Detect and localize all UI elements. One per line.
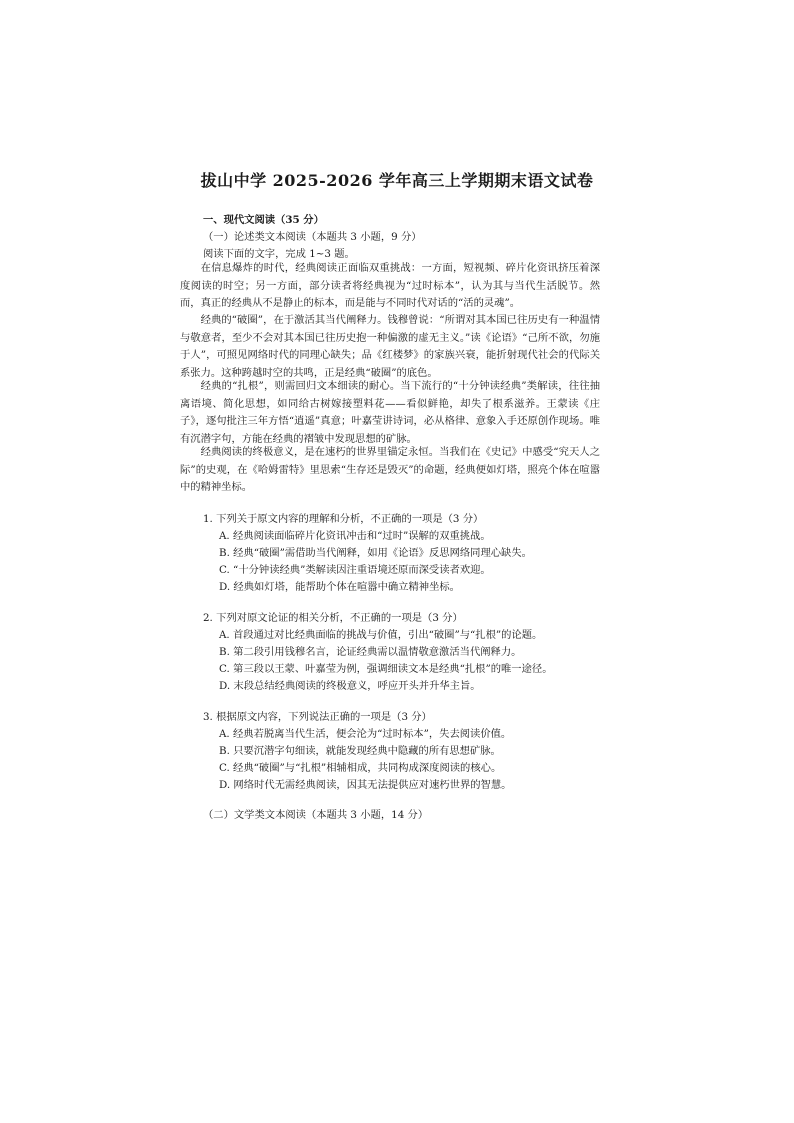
question-2-stem: 2. 下列对原文论证的相关分析，不正确的一项是（3 分） — [203, 612, 463, 624]
question-3-option-c: C. 经典“破圈”与“扎根”相辅相成，共同构成深度阅读的核心。 — [219, 762, 502, 774]
question-3-option-d: D. 网络时代无需经典阅读，因其无法提供应对速朽世界的智慧。 — [219, 779, 512, 791]
question-1-option-c: C. “十分钟读经典”类解读因注重语境还原而深受读者欢迎。 — [219, 564, 491, 576]
question-3-option-b: B. 只要沉潜字句细读，就能发现经典中隐藏的所有思想矿脉。 — [219, 745, 501, 757]
subsection-heading-1: （一）论述类文本阅读（本题共 3 小题，9 分） — [203, 231, 422, 243]
question-3-option-a: A. 经典若脱离当代生活，便会沦为“过时标本”，失去阅读价值。 — [219, 728, 512, 740]
passage-paragraph-1: 在信息爆炸的时代，经典阅读正面临双重挑战：一方面，短视频、碎片化资讯挤压着深度阅读的时空；另一方面，部分读者将经典视为“过时标本”，认为其与当代生活脱节。然而，真正的经典从不是静止的标本，而是能与不同时代对话的“活的灵魂”。 — [180, 262, 600, 310]
reading-instruction: 阅读下面的文字，完成 1~3 题。 — [203, 248, 355, 260]
passage-paragraph-3: 经典的“扎根”，则需回归文本细读的耐心。当下流行的“十分钟读经典”类解读，往往抽离语境、简化思想，如同给古树嫁接塑料花——看似鲜艳，却失了根系滋养。王蒙读《庄子》，逐句批注三年方悟“逍遥”真意；叶嘉莹讲诗词，必从格律、意象入手还原创作现场。唯有沉潜字句，方能在经典的褶皱中发现思想的矿脉。 — [180, 380, 600, 445]
question-1-stem: 1. 下列关于原文内容的理解和分析，不正确的一项是（3 分） — [203, 513, 484, 525]
question-2-option-d: D. 末段总结经典阅读的终极意义，呼应开头并升华主旨。 — [219, 680, 481, 692]
question-3-stem: 3. 根据原文内容，下列说法正确的一项是（3 分） — [203, 711, 432, 723]
question-2-option-c: C. 第三段以王蒙、叶嘉莹为例，强调细读文本是经典“扎根”的唯一途径。 — [219, 663, 553, 675]
question-2-option-a: A. 首段通过对比经典面临的挑战与价值，引出“破圈”与“扎根”的论题。 — [219, 629, 543, 641]
question-1-option-a: A. 经典阅读面临碎片化资讯冲击和“过时”误解的双重挑战。 — [219, 530, 491, 542]
subsection-heading-2: （二）文学类文本阅读（本题共 3 小题，14 分） — [203, 809, 429, 821]
question-1-option-d: D. 经典如灯塔，能帮助个体在喧嚣中确立精神坐标。 — [219, 581, 460, 593]
passage-paragraph-4: 经典阅读的终极意义，是在速朽的世界里锚定永恒。当我们在《史记》中感受“究天人之际”的史观，在《哈姆雷特》里思索“生存还是毁灭”的命题，经典便如灯塔，照亮个体在喧嚣中的精神坐标。 — [180, 446, 600, 494]
question-1-option-b: B. 经典“破圈”需借助当代阐释，如用《论语》反思网络同理心缺失。 — [219, 547, 532, 559]
section-heading: 一、现代文阅读（35 分） — [203, 214, 324, 226]
exam-title: 拔山中学 2025-2026 学年高三上学期期末语文试卷 — [200, 171, 594, 190]
question-2-option-b: B. 第二段引用钱穆名言，论证经典需以温情敬意激活当代阐释力。 — [219, 646, 522, 658]
passage-paragraph-2: 经典的“破圈”，在于激活其当代阐释力。钱穆曾说：“所谓对其本国已往历史有一种温情与敬意者，至少不会对其本国已往历史抱一种偏激的虚无主义。”读《论语》“己所不欲，勿施于人”，可照见网络时代的同理心缺失；品《红楼梦》的家族兴衰，能折射现代社会的代际关系张力。这种跨越时空的共鸣，正是经典“破圈”的底色。 — [180, 314, 600, 379]
